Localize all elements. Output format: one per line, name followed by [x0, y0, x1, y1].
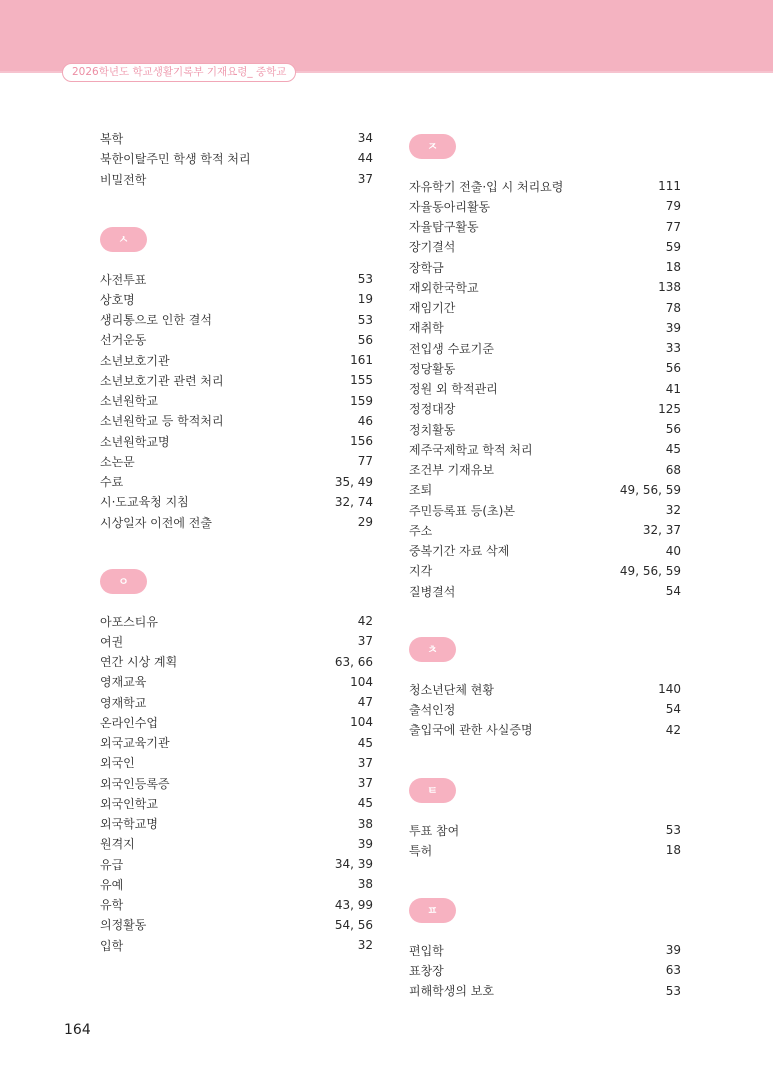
index-entry	[100, 431, 373, 451]
index-term: 청소년단체 현황	[409, 682, 494, 697]
index-pages: 104	[350, 674, 373, 689]
index-pages: 53	[357, 312, 373, 327]
index-entry	[100, 631, 373, 651]
index-term: 연간 시상 계획	[100, 655, 178, 669]
index-entry	[409, 237, 681, 257]
index-pages: 19	[357, 292, 373, 307]
index-entry	[100, 391, 373, 411]
index-pages: 37	[357, 776, 373, 790]
index-term: 특허	[409, 843, 433, 858]
index-term: 주소	[409, 523, 433, 538]
index-term: 영재교육	[100, 675, 147, 690]
index-entry	[100, 330, 373, 350]
index-term: 자율탐구활동	[409, 220, 479, 234]
index-term: 정원 외 학적관리	[409, 382, 498, 396]
index-term: 생리통으로 인한 결석	[100, 313, 212, 327]
index-pages: 138	[658, 280, 681, 295]
index-entry	[409, 720, 681, 740]
index-entry	[100, 773, 373, 793]
index-entry	[100, 310, 373, 330]
index-entry	[409, 358, 681, 378]
index-pages: 41	[665, 381, 681, 396]
index-term: 상호명	[100, 292, 135, 307]
index-pages: 39	[665, 943, 681, 957]
index-entry	[100, 712, 373, 732]
index-entry	[100, 169, 373, 189]
index-term: 재임기간	[409, 301, 456, 315]
index-entry	[409, 500, 681, 520]
index-entry	[409, 940, 681, 960]
index-pages: 47	[357, 695, 373, 709]
index-term: 소년보호기관	[100, 353, 170, 368]
index-entry	[409, 981, 681, 1001]
index-entry	[100, 350, 373, 370]
index-term: 유학	[100, 898, 124, 912]
index-term: 자유학기 전출·입 시 처리요령	[409, 179, 564, 194]
index-pages: 38	[357, 877, 373, 892]
index-pages: 111	[658, 179, 681, 193]
section-badge: ㅅ	[100, 227, 147, 252]
index-term: 원격지	[100, 837, 135, 852]
index-entry	[409, 318, 681, 338]
index-pages: 54	[665, 584, 681, 598]
index-term: 여권	[100, 634, 124, 649]
index-term: 외국교육기관	[100, 736, 170, 750]
index-term: 제주국제학교 학적 처리	[409, 442, 533, 457]
index-entry	[100, 370, 373, 390]
index-pages: 32, 37	[642, 523, 681, 538]
index-pages: 34	[357, 131, 373, 145]
index-term: 투표 참여	[409, 823, 460, 838]
index-entry	[100, 753, 373, 773]
index-term: 조건부 기재유보	[409, 463, 494, 477]
header-label: 2026학년도 학교생활기록부 기재요령_ 중학교	[62, 63, 296, 82]
index-pages: 37	[357, 172, 373, 186]
index-pages: 56	[357, 332, 373, 347]
index-entry	[100, 148, 373, 168]
index-term: 외국인학교	[100, 796, 158, 811]
index-term: 유급	[100, 857, 124, 872]
index-entry	[409, 379, 681, 399]
index-entry	[100, 472, 373, 492]
index-term: 온라인수업	[100, 715, 158, 730]
index-term: 소논문	[100, 454, 135, 469]
index-term: 유예	[100, 877, 124, 892]
index-pages: 34, 39	[334, 857, 373, 871]
index-pages: 78	[665, 300, 681, 315]
index-entry	[100, 854, 373, 874]
index-entry	[409, 480, 681, 500]
index-pages: 53	[665, 823, 681, 837]
index-pages: 77	[665, 219, 681, 234]
index-entry	[409, 338, 681, 358]
index-term: 주민등록표 등(초)본	[409, 503, 515, 518]
index-term: 시상일자 이전에 전출	[100, 515, 212, 530]
index-term: 조퇴	[409, 483, 433, 498]
index-pages: 32	[357, 938, 373, 952]
index-term: 장학금	[409, 260, 444, 275]
index-pages: 54	[665, 702, 681, 717]
index-pages: 38	[357, 816, 373, 831]
index-term: 전입생 수료기준	[409, 341, 494, 356]
index-pages: 45	[665, 442, 681, 457]
index-term: 선거운동	[100, 333, 147, 348]
index-pages: 125	[658, 401, 681, 416]
index-entry	[409, 561, 681, 581]
index-pages: 68	[665, 462, 681, 477]
index-entry	[100, 692, 373, 712]
section-badge: ㅇ	[100, 569, 147, 594]
index-entry	[409, 820, 681, 840]
index-entry	[409, 840, 681, 860]
index-entry	[409, 399, 681, 419]
index-term: 소년원학교 등 학적처리	[100, 414, 224, 429]
index-pages: 45	[357, 735, 373, 750]
index-pages: 156	[350, 434, 373, 448]
index-term: 편입학	[409, 943, 444, 958]
index-entry	[100, 895, 373, 915]
index-pages: 45	[357, 796, 373, 811]
index-pages: 159	[350, 393, 373, 408]
index-pages: 44	[357, 151, 373, 165]
index-term: 북한이탈주민 학생 학적 처리	[100, 151, 251, 166]
index-term: 재취학	[409, 321, 444, 336]
index-entry	[100, 269, 373, 289]
index-entry	[100, 411, 373, 431]
index-pages: 18	[665, 260, 681, 274]
index-term: 비밀전학	[100, 172, 147, 187]
index-term: 자율동아리활동	[409, 199, 491, 214]
index-entry	[100, 915, 373, 935]
index-term: 표창장	[409, 963, 444, 978]
index-entry	[409, 960, 681, 980]
index-term: 소년보호기관 관련 처리	[100, 373, 224, 388]
index-term: 영재학교	[100, 695, 147, 710]
index-pages: 56	[665, 422, 681, 436]
index-pages: 63, 66	[334, 654, 373, 669]
index-entry	[409, 217, 681, 237]
index-entry	[100, 652, 373, 672]
section-badge: ㅍ	[409, 898, 456, 923]
header-band	[0, 0, 773, 72]
index-pages: 35, 49	[334, 474, 373, 489]
index-pages: 32	[665, 503, 681, 517]
index-term: 정당활동	[409, 361, 456, 376]
index-pages: 56	[665, 361, 681, 376]
index-entry	[409, 520, 681, 540]
section-badge: ㅈ	[409, 134, 456, 159]
index-entry	[100, 834, 373, 854]
index-pages: 32, 74	[334, 494, 373, 509]
index-entry	[409, 679, 681, 699]
index-entry	[409, 298, 681, 318]
index-entry	[100, 611, 373, 631]
page-number: 164	[64, 1022, 91, 1038]
index-pages: 104	[350, 715, 373, 730]
index-pages: 39	[665, 320, 681, 335]
index-pages: 77	[357, 454, 373, 469]
index-term: 소년원학교	[100, 394, 158, 408]
index-term: 출석인정	[409, 702, 456, 717]
index-term: 정치활동	[409, 422, 456, 437]
index-pages: 63	[665, 963, 681, 978]
index-term: 수료	[100, 475, 124, 489]
index-entry	[100, 512, 373, 532]
index-entry	[409, 196, 681, 216]
index-entry	[100, 672, 373, 692]
section-badge: ㅊ	[409, 637, 456, 662]
index-entry	[409, 699, 681, 719]
index-pages: 37	[357, 634, 373, 649]
index-entry	[100, 451, 373, 471]
index-pages: 155	[350, 373, 373, 388]
index-pages: 42	[665, 722, 681, 737]
index-term: 시·도교육청 지침	[100, 495, 189, 510]
index-entry	[409, 439, 681, 459]
index-pages: 49, 56, 59	[619, 482, 681, 497]
index-pages: 49, 56, 59	[619, 563, 681, 578]
index-pages: 42	[357, 614, 373, 628]
index-term: 복학	[100, 131, 124, 146]
index-pages: 79	[665, 199, 681, 214]
index-pages: 18	[665, 843, 681, 858]
index-term: 질병결석	[409, 584, 456, 599]
index-entry	[409, 277, 681, 297]
index-term: 지각	[409, 564, 433, 579]
index-pages: 54, 56	[334, 917, 373, 932]
index-pages: 53	[357, 272, 373, 286]
index-term: 피해학생의 보호	[409, 984, 494, 998]
index-term: 아포스티유	[100, 614, 158, 629]
index-pages: 53	[665, 983, 681, 998]
index-pages: 37	[357, 755, 373, 770]
index-term: 의정활동	[100, 918, 147, 933]
index-pages: 33	[665, 341, 681, 355]
index-term: 외국인등록증	[100, 776, 170, 791]
index-term: 사전투표	[100, 272, 147, 287]
index-pages: 59	[665, 239, 681, 254]
index-term: 장기결석	[409, 240, 456, 255]
index-entry	[100, 814, 373, 834]
index-term: 외국인	[100, 756, 135, 771]
index-entry	[100, 874, 373, 894]
index-entry	[100, 935, 373, 955]
index-entry	[100, 289, 373, 309]
section-badge: ㅌ	[409, 778, 456, 803]
index-entry	[100, 793, 373, 813]
index-entry	[409, 541, 681, 561]
index-pages: 39	[357, 836, 373, 851]
index-pages: 140	[658, 682, 681, 696]
index-entry	[409, 176, 681, 196]
index-term: 중복기간 자료 삭제	[409, 544, 510, 558]
index-pages: 46	[357, 413, 373, 428]
index-pages: 161	[350, 353, 373, 367]
index-entry	[409, 581, 681, 601]
index-pages: 43, 99	[334, 897, 373, 912]
index-entry	[409, 257, 681, 277]
index-term: 소년원학교명	[100, 434, 170, 449]
index-term: 정정대장	[409, 402, 456, 417]
index-entry	[409, 419, 681, 439]
index-entry	[409, 460, 681, 480]
index-pages: 40	[665, 543, 681, 558]
index-term: 외국학교명	[100, 817, 158, 831]
index-term: 입학	[100, 938, 124, 953]
index-term: 출입국에 관한 사실증명	[409, 723, 533, 737]
index-entry	[100, 733, 373, 753]
index-pages: 29	[357, 515, 373, 529]
index-entry	[100, 128, 373, 148]
index-term: 재외한국학교	[409, 280, 479, 295]
index-entry	[100, 492, 373, 512]
